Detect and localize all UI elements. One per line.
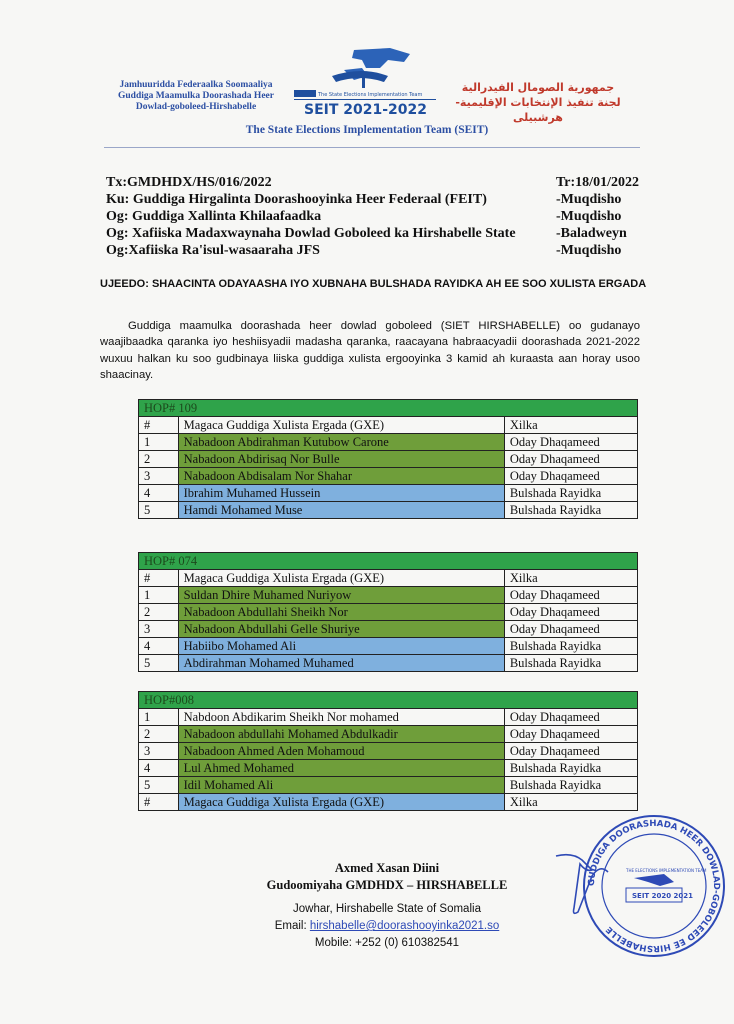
- row-number: 5: [139, 502, 179, 519]
- reference-left: [106, 174, 556, 259]
- stamp-center-text: SEIT 2020 2021: [632, 892, 694, 900]
- reference-line: Og:Xafiiska Ra'isul-wasaaraha JFS: [106, 243, 320, 258]
- table-row: [139, 451, 638, 468]
- header-right-line: لجنة تنفيذ الإنتخابات الإقليمية- هرشبيلى: [455, 96, 621, 124]
- stamp-inner-text: THE ELECTIONS IMPLEMENTATION TEAM: [626, 868, 707, 873]
- row-name: Nabadoon Abdullahi Gelle Shuriye: [178, 621, 504, 638]
- logo-banner-text: The State Elections Implementation Team: [318, 92, 423, 98]
- row-role: Oday Dhaqameed: [504, 604, 637, 621]
- row-name: Magaca Guddiga Xulista Ergada (GXE): [178, 417, 504, 434]
- row-number: 1: [139, 587, 179, 604]
- hop-table-074: [138, 552, 638, 672]
- row-role: Xilka: [504, 570, 637, 587]
- table-row: [139, 709, 638, 726]
- row-role: Oday Dhaqameed: [504, 726, 637, 743]
- table-title: HOP# 074: [139, 553, 638, 570]
- table-row: [139, 587, 638, 604]
- row-number: 3: [139, 743, 179, 760]
- signatory-title: Gudoomiyaha GMDHDX – HIRSHABELLE: [266, 878, 508, 892]
- reference-place: -Muqdisho: [556, 243, 622, 258]
- table-row: [139, 726, 638, 743]
- reference-line: Tx:GMDHDX/HS/016/2022: [106, 175, 272, 190]
- row-number: 2: [139, 726, 179, 743]
- table-row: [139, 760, 638, 777]
- table-title: HOP#008: [139, 692, 638, 709]
- row-number: 1: [139, 434, 179, 451]
- row-name: Ibrahim Muhamed Hussein: [178, 485, 504, 502]
- row-name: Nabadoon Abdirisaq Nor Bulle: [178, 451, 504, 468]
- reference-right: [556, 174, 676, 259]
- row-number: #: [139, 570, 179, 587]
- table-title: HOP# 109: [139, 400, 638, 417]
- footer-address: Jowhar, Hirshabelle State of Somalia: [293, 903, 481, 915]
- table-row: [139, 777, 638, 794]
- row-role: Bulshada Rayidka: [504, 502, 637, 519]
- header-left-line: Guddiga Maamulka Doorashada Heer: [118, 91, 274, 101]
- table-row: [139, 434, 638, 451]
- row-role: Oday Dhaqameed: [504, 621, 637, 638]
- table-row: [139, 604, 638, 621]
- row-name: Hamdi Mohamed Muse: [178, 502, 504, 519]
- row-name: Abdirahman Mohamed Muhamed: [178, 655, 504, 672]
- row-number: #: [139, 417, 179, 434]
- row-role: Xilka: [504, 417, 637, 434]
- table-row: [139, 794, 638, 811]
- reference-place: -Muqdisho: [556, 209, 622, 224]
- table-row: [139, 621, 638, 638]
- row-name: Habiibo Mohamed Ali: [178, 638, 504, 655]
- subject-line: UJEEDO: SHAACINTA ODAYAASHA IYO XUBNAHA BULSHADA RAYIDKA AH EE SOO XULISTA ERGADA: [100, 278, 647, 290]
- row-name: Nabadoon Ahmed Aden Mohamoud: [178, 743, 504, 760]
- reference-place: -Muqdisho: [556, 192, 622, 207]
- row-role: Oday Dhaqameed: [504, 468, 637, 485]
- signatory-name: Axmed Xasan Diini: [334, 861, 440, 875]
- row-number: 2: [139, 604, 179, 621]
- header-left-line: Dowlad-goboleed-Hirshabelle: [135, 102, 257, 112]
- body-paragraph: Guddiga maamulka doorashada heer dowlad goboleed (SIET HIRSHABELLE) oo gudanayo waajibaadka qaranka iyo heshiisyadii madasha qaranka, raacayana habraacyadii doorashada 2021-2022 wuxuu halkan ku soo gudbinaya liiska guddiga xulista ergooyinka 3 kamid ah kuraasta aan horay usoo shaacinay.: [100, 320, 640, 381]
- reference-line: Ku: Guddiga Hirgalinta Doorashooyinka Heer Federaal (FEIT): [106, 192, 487, 207]
- row-name: Suldan Dhire Muhamed Nuriyow: [178, 587, 504, 604]
- row-number: 1: [139, 709, 179, 726]
- row-role: Oday Dhaqameed: [504, 451, 637, 468]
- row-name: Lul Ahmed Mohamed: [178, 760, 504, 777]
- table-row: [139, 638, 638, 655]
- row-number: 2: [139, 451, 179, 468]
- row-role: Oday Dhaqameed: [504, 709, 637, 726]
- table-row: [139, 417, 638, 434]
- row-role: Oday Dhaqameed: [504, 434, 637, 451]
- row-name: Idil Mohamed Ali: [178, 777, 504, 794]
- official-stamp: [552, 812, 728, 960]
- row-role: Bulshada Rayidka: [504, 638, 637, 655]
- header-right-line: جمهورية الصومال الفيدرالية: [461, 81, 615, 94]
- row-name: Nabadoon Abdirahman Kutubow Carone: [178, 434, 504, 451]
- table-row: [139, 655, 638, 672]
- footer-email-link[interactable]: hirshabelle@doorashooyinka2021.so: [309, 920, 500, 932]
- row-name: Nabdoon Abdikarim Sheikh Nor mohamed: [178, 709, 504, 726]
- row-number: 3: [139, 621, 179, 638]
- row-number: 3: [139, 468, 179, 485]
- logo-title-text: SEIT 2021-2022: [304, 102, 428, 118]
- row-name: Nabadoon Abdisalam Nor Shahar: [178, 468, 504, 485]
- row-number: 5: [139, 655, 179, 672]
- stamp-ring-text: GUDDIGA DOORASHADA HEER DOWLAD-GOBOLEED EE HIRSHABELLE: [586, 818, 722, 954]
- header-divider: [104, 147, 640, 148]
- header-subtitle: The State Elections Implementation Team (SEIT): [245, 124, 489, 136]
- seit-logo: [292, 46, 438, 118]
- row-number: 4: [139, 638, 179, 655]
- row-role: Oday Dhaqameed: [504, 743, 637, 760]
- reference-place: -Baladweyn: [556, 226, 627, 241]
- header-right-text: [438, 80, 638, 125]
- row-role: Bulshada Rayidka: [504, 760, 637, 777]
- row-number: 4: [139, 760, 179, 777]
- footer-mobile: Mobile: +252 (0) 610382541: [314, 937, 460, 949]
- table-row: [139, 468, 638, 485]
- row-number: 5: [139, 777, 179, 794]
- hop-table-109: [138, 399, 638, 519]
- table-row: [139, 743, 638, 760]
- hop-table-008: [138, 691, 638, 811]
- row-name: Magaca Guddiga Xulista Ergada (GXE): [178, 570, 504, 587]
- header-left-text: [96, 80, 296, 113]
- row-name: Magaca Guddiga Xulista Ergada (GXE): [178, 794, 504, 811]
- row-name: Nabadoon Abdullahi Sheikh Nor: [178, 604, 504, 621]
- table-row: [139, 570, 638, 587]
- row-role: Bulshada Rayidka: [504, 485, 637, 502]
- footer-email-label: Email:: [274, 920, 310, 932]
- row-number: #: [139, 794, 179, 811]
- reference-line: Og: Guddiga Xallinta Khilaafaadka: [106, 209, 322, 224]
- row-role: Oday Dhaqameed: [504, 587, 637, 604]
- row-role: Bulshada Rayidka: [504, 655, 637, 672]
- reference-date: Tr:18/01/2022: [556, 175, 639, 190]
- table-row: [139, 485, 638, 502]
- row-name: Nabadoon abdullahi Mohamed Abdulkadir: [178, 726, 504, 743]
- reference-line: Og: Xafiiska Madaxwaynaha Dowlad Goboleed ka Hirshabelle State: [106, 226, 516, 241]
- header-left-line: Jamhuuridda Federaalka Soomaaliya: [119, 80, 273, 90]
- row-number: 4: [139, 485, 179, 502]
- row-role: Xilka: [504, 794, 637, 811]
- table-row: [139, 502, 638, 519]
- row-role: Bulshada Rayidka: [504, 777, 637, 794]
